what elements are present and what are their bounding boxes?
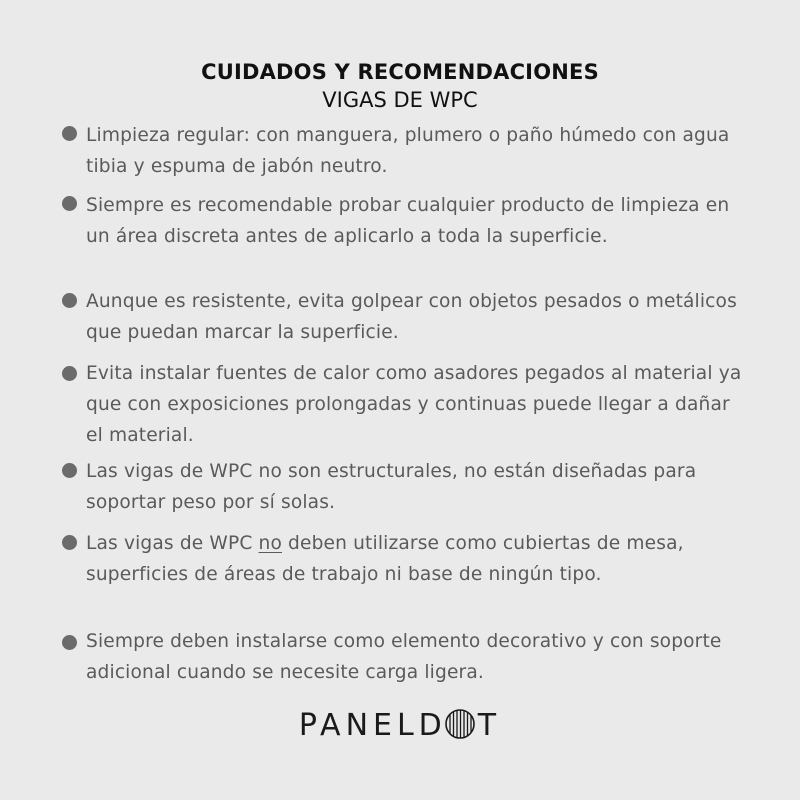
emphasis-underlined: no	[258, 533, 282, 554]
paneldot-logo	[0, 708, 800, 744]
list-item-text: Evita instalar fuentes de calor como asadores pegados al material ya que con exposiciones prolongadas y continuas puede llegar a dañar el material.	[86, 363, 742, 446]
bullet-dot-icon	[62, 535, 77, 550]
bullet-dot-icon	[62, 635, 77, 650]
logo-text: T	[477, 708, 502, 743]
page-subtitle: VIGAS DE WPC	[322, 88, 478, 112]
bullet-dot-icon	[62, 463, 77, 478]
bullet-dot-icon	[62, 196, 77, 211]
list-item-text: Siempre deben instalarse como elemento decorativo y con soporte adicional cuando se necesite carga ligera.	[86, 631, 722, 683]
list-item-text-part: deben utilizarse como cubiertas de mesa, superficies de áreas de trabajo ni base de ningún tipo.	[86, 533, 684, 585]
list-item-text: Las vigas de WPC no son estructurales, no están diseñadas para soportar peso por sí solas.	[86, 461, 697, 513]
list-item-text-part: Las vigas de WPC	[86, 533, 259, 554]
list-item-text: Siempre es recomendable probar cualquier producto de limpieza en un área discreta antes de aplicarlo a toda la superficie.	[86, 195, 730, 247]
list-item-text: Aunque es resistente, evita golpear con objetos pesados o metálicos que puedan marcar la superficie.	[86, 291, 737, 343]
list-item-text: Limpieza regular: con manguera, plumero o paño húmedo con agua tibia y espuma de jabón neutro.	[86, 125, 730, 177]
bullet-dot-icon	[62, 293, 77, 308]
logo-text: PANELD	[298, 708, 447, 743]
logo-striped-circle-icon	[445, 709, 475, 739]
bullet-dot-icon	[62, 366, 77, 381]
page-title: CUIDADOS Y RECOMENDACIONES	[201, 60, 599, 84]
bullet-dot-icon	[62, 126, 77, 141]
list-item-text	[86, 528, 742, 590]
